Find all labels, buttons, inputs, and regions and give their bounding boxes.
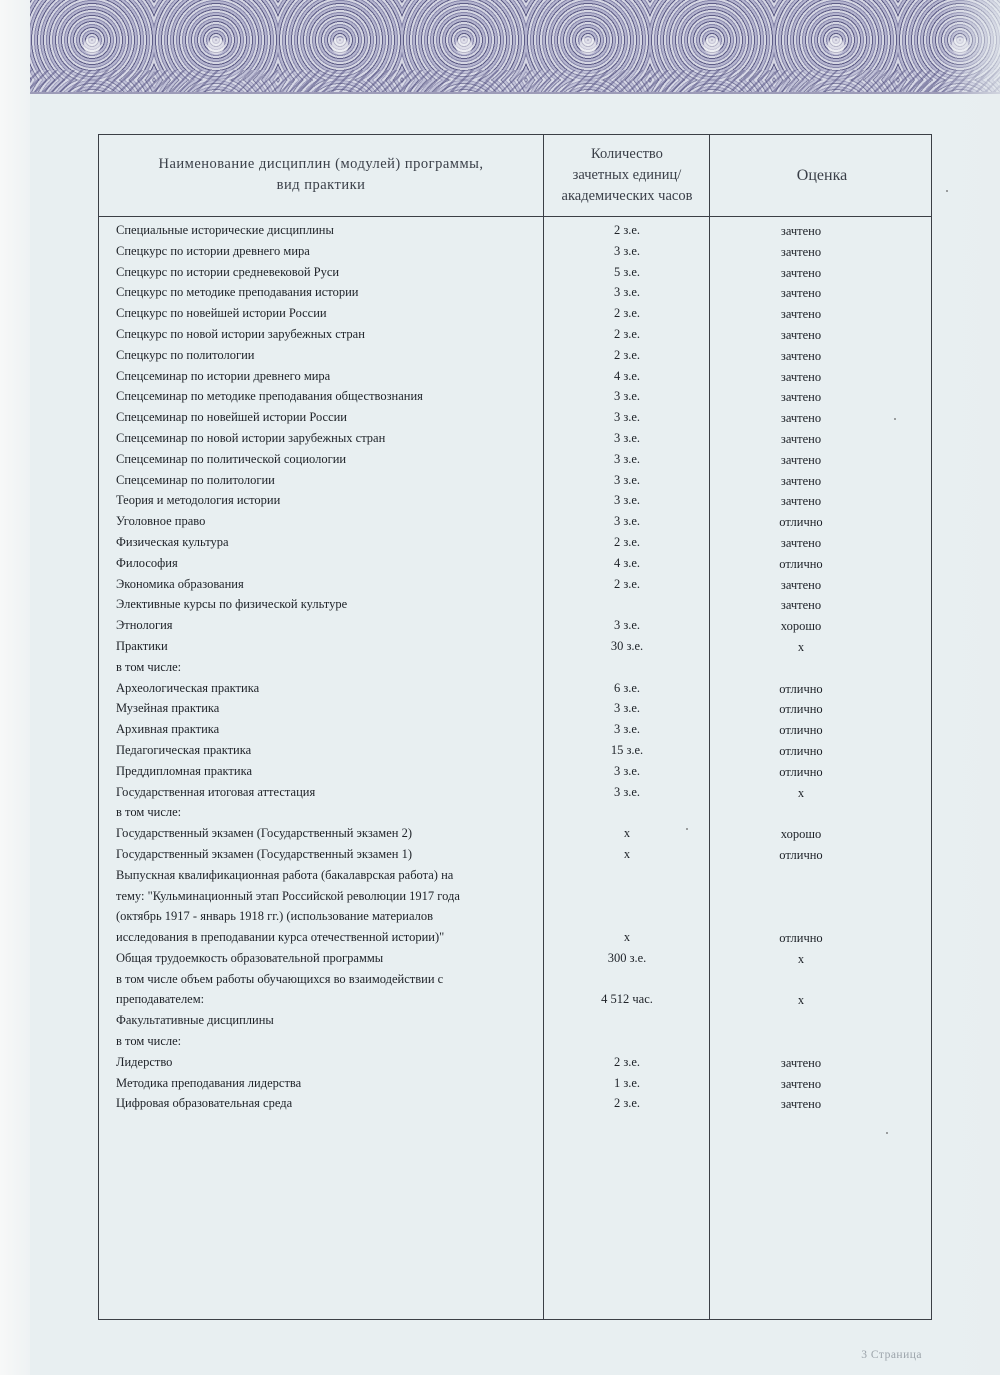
grade-value: хорошо [780,827,822,842]
table-row [99,1032,931,1053]
header-credits: Количество зачетных единиц/ академических часов [561,145,693,204]
credits-value: 2 з.е. [613,576,641,591]
credits-value: 15 з.е. [610,742,644,757]
discipline-name: Архивная практика [116,722,220,737]
credits-value: х [623,826,631,841]
grade-value: зачтено [780,348,822,363]
credits-value: 3 з.е. [613,285,641,300]
grade-value: зачтено [780,494,822,509]
table-row [99,824,931,845]
table-row [99,554,931,575]
discipline-name: Цифровая образовательная среда [116,1096,293,1111]
grade-value: отлично [779,515,823,530]
discipline-name: Философия [116,555,178,570]
credits-value: 300 з.е. [607,950,647,965]
credits-value: 3 з.е. [613,410,641,425]
credits-value: 1 з.е. [613,1075,641,1090]
page-number: 3 Страница [861,1349,922,1361]
page-shadow [940,0,1000,1375]
table-row [99,1094,931,1115]
credits-value: 3 з.е. [613,514,641,529]
table-row [99,450,931,471]
table-row [99,408,931,429]
discipline-name: Спецсеминар по методике преподавания обществознания [116,389,423,404]
discipline-name: Спецкурс по методике преподавания истории [116,285,359,300]
guilloche-border-pattern [30,0,1000,94]
discipline-name: в том числе: [116,805,182,820]
grade-value: зачтено [780,598,822,613]
credits-value: 30 з.е. [610,638,644,653]
discipline-name: Лидерство [116,1054,173,1069]
discipline-name: Археологическая практика [116,680,260,695]
credits-value: 3 з.е. [613,430,641,445]
table-row [99,699,931,720]
credits-value: 2 з.е. [613,306,641,321]
discipline-name: Специальные исторические дисциплины [116,223,334,237]
credits-value: 2 з.е. [613,1096,641,1111]
grade-value: отлично [779,931,823,946]
discipline-name: Уголовное право [116,514,206,529]
grade-value: зачтено [780,1076,822,1091]
transcript-table [98,134,932,1320]
scan-speck [686,828,688,830]
grade-value: зачтено [780,535,822,550]
page-edge [0,0,30,1375]
table-row [99,512,931,533]
discipline-name: Теория и методология истории [116,493,281,508]
table-row [99,575,931,596]
credits-value: 3 з.е. [613,763,641,778]
grade-value: хорошо [780,619,822,634]
discipline-name: Спецсеминар по новейшей истории России [116,410,347,425]
grade-value: зачтено [780,286,822,301]
table-row [99,595,931,616]
discipline-name: Практики [116,638,168,653]
discipline-name: Государственная итоговая аттестация [116,784,316,799]
credits-value: 4 з.е. [613,555,641,570]
discipline-name: Физическая культура [116,534,229,549]
credits-value: 3 з.е. [613,243,641,258]
grade-value: х [797,785,805,800]
credits-value: 3 з.е. [613,451,641,466]
grade-value: зачтено [780,369,822,384]
discipline-name: Педагогическая практика [116,742,252,757]
table-row [99,429,931,450]
credits-value: 2 з.е. [613,326,641,341]
scan-speck [946,190,948,192]
table-row [99,741,931,762]
table-row [99,720,931,741]
table-row [99,1074,931,1095]
table-row [99,325,931,346]
table-row [99,221,931,242]
credits-value: 3 з.е. [613,472,641,487]
table-row [99,928,931,949]
discipline-name: исследования в преподавании курса отечественной истории)" [116,930,445,945]
credits-value: 6 з.е. [613,680,641,695]
discipline-name: Спецсеминар по новой истории зарубежных стран [116,430,386,445]
grade-value: х [797,639,805,654]
grade-value: отлично [779,743,823,758]
table-row [99,866,931,887]
discipline-name: Государственный экзамен (Государственный экзамен 1) [116,846,412,861]
grade-value: отлично [779,764,823,779]
table-body [99,221,931,1115]
grade-value: зачтено [780,327,822,342]
table-row [99,616,931,637]
credits-value: 2 з.е. [613,1054,641,1069]
discipline-name: Спецкурс по новой истории зарубежных стран [116,326,365,341]
table-row [99,304,931,325]
grade-value: х [797,993,805,1008]
discipline-name: в том числе: [116,659,182,674]
scan-speck [894,418,896,420]
table-row [99,679,931,700]
grade-value: зачтено [780,452,822,467]
grade-value: зачтено [780,577,822,592]
discipline-name: Спецсеминар по истории древнего мира [116,368,331,383]
grade-value: отлично [779,723,823,738]
discipline-name: Общая трудоемкость образовательной программы [116,950,384,965]
grade-value: зачтено [780,431,822,446]
discipline-name: Элективные курсы по физической культуре [116,597,348,612]
grade-value: отлично [779,847,823,862]
credits-value: 2 з.е. [613,534,641,549]
credits-value: 2 з.е. [613,347,641,362]
grade-value: зачтено [780,265,822,280]
discipline-name: Государственный экзамен (Государственный экзамен 2) [116,826,412,841]
table-row [99,533,931,554]
discipline-name: Спецсеминар по политической социологии [116,451,347,466]
scan-speck [886,1132,888,1134]
header-discipline: Наименование дисциплин (модулей) программы, вид практики [158,156,484,193]
grade-value: отлично [779,556,823,571]
credits-value: 3 з.е. [613,493,641,508]
grade-value: зачтено [780,224,822,238]
discipline-name: в том числе объем работы обучающихся во взаимодействии с [116,971,444,986]
discipline-name: тему: "Кульминационный этап Российской революции 1917 года [116,888,460,903]
credits-value: 4 з.е. [613,368,641,383]
discipline-name: Факультативные дисциплины [116,1013,274,1028]
discipline-name: Спецкурс по политологии [116,347,255,362]
grade-value: зачтено [780,390,822,405]
table-row [99,845,931,866]
table-row [99,970,931,991]
discipline-name: Спецкурс по истории древнего мира [116,243,310,258]
grade-value: зачтено [780,244,822,259]
header-grade: Оценка [796,166,848,184]
table-row [99,491,931,512]
table-row [99,907,931,928]
grade-value: зачтено [780,1055,822,1070]
grade-value: зачтено [780,473,822,488]
discipline-name: (октябрь 1917 - январь 1918 гг.) (использование материалов [116,909,434,924]
table-row [99,346,931,367]
discipline-name: Выпускная квалификационная работа (бакалаврская работа) на [116,867,454,882]
table-row [99,990,931,1011]
discipline-name: Музейная практика [116,701,220,716]
table-row [99,1011,931,1032]
credits-value: 3 з.е. [613,722,641,737]
credits-value: 3 з.е. [613,389,641,404]
credits-value: 3 з.е. [613,784,641,799]
grade-value: х [797,951,805,966]
table-row [99,283,931,304]
grade-value: зачтено [780,307,822,322]
credits-value: 3 з.е. [613,618,641,633]
credits-value: х [623,846,631,861]
table-row [99,803,931,824]
table-row [99,387,931,408]
credits-value: 4 512 час. [601,992,653,1007]
table-row [99,242,931,263]
grade-value: отлично [779,681,823,696]
table-row [99,1053,931,1074]
discipline-name: Спецкурс по новейшей истории России [116,306,327,321]
table-row [99,762,931,783]
discipline-name: преподавателем: [116,992,205,1007]
credits-value: х [623,930,631,945]
discipline-name: Спецкурс по истории средневековой Руси [116,264,340,279]
credits-value: 2 з.е. [613,223,641,237]
discipline-name: Методика преподавания лидерства [116,1075,302,1090]
credits-value: 3 з.е. [613,701,641,716]
grade-value: зачтено [780,411,822,426]
discipline-name: Спецсеминар по политологии [116,472,275,487]
table-row [99,637,931,658]
table-row [99,887,931,908]
grade-value: зачтено [780,1097,822,1112]
discipline-name: Этнология [116,618,173,633]
discipline-name: Экономика образования [116,576,244,591]
table-row [99,658,931,679]
table-row [99,263,931,284]
table-header [99,135,931,217]
table-row [99,949,931,970]
discipline-name: в том числе: [116,1034,182,1049]
table-row [99,367,931,388]
table-row [99,783,931,804]
credits-value: 5 з.е. [613,264,641,279]
discipline-name: Преддипломная практика [116,763,253,778]
grade-value: отлично [779,702,823,717]
table-row [99,471,931,492]
